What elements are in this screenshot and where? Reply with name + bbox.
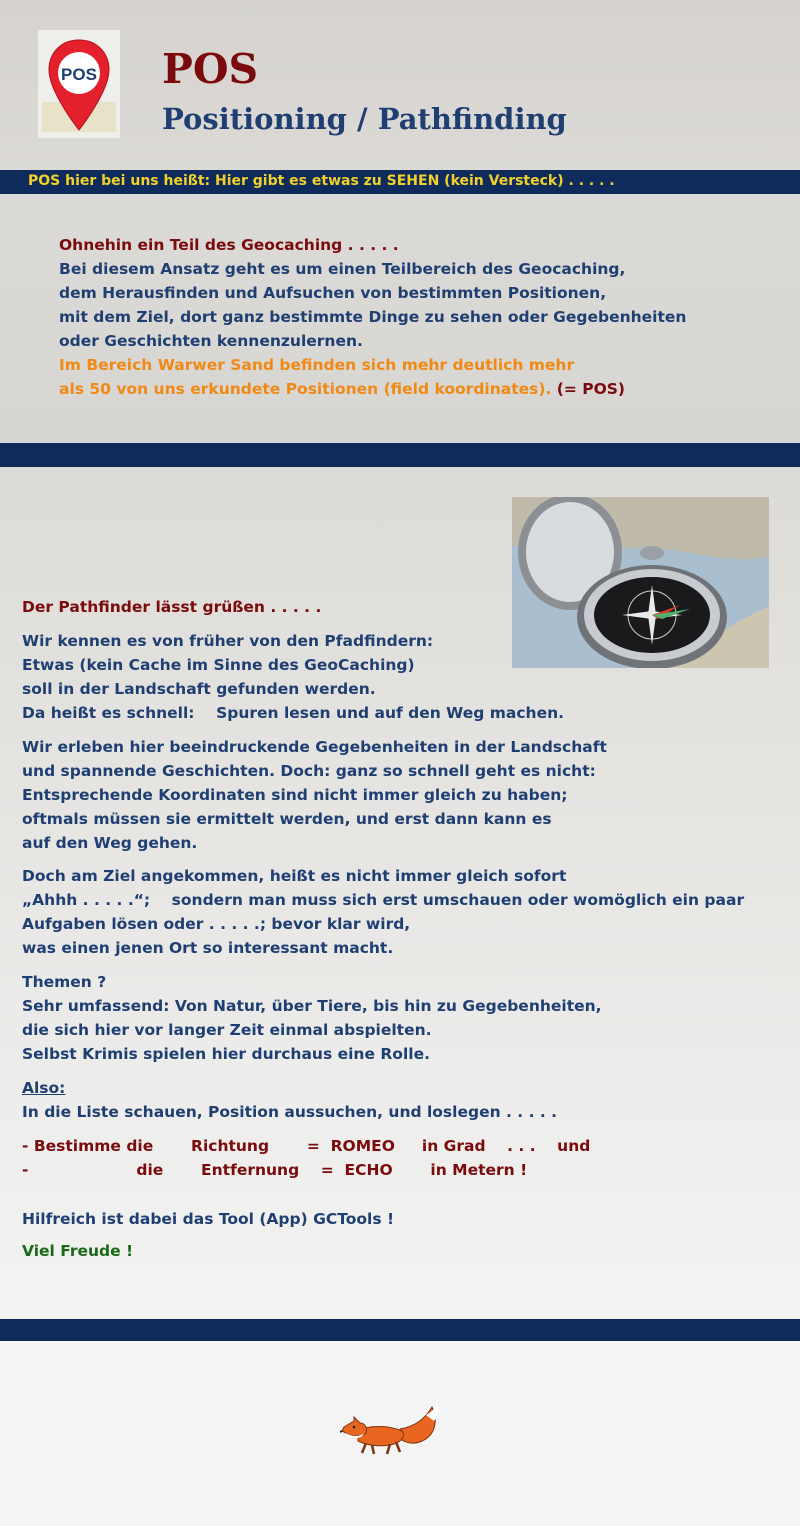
footer-band xyxy=(0,1319,800,1341)
intro-heading: Ohnehin ein Teil des Geocaching . . . . . xyxy=(59,236,399,254)
paragraph-line: und spannende Geschichten. Doch: ganz so schnell geht es nicht: xyxy=(22,762,596,780)
intro-section xyxy=(0,194,800,443)
compass-icon xyxy=(512,497,769,668)
paragraph-line: „Ahhh . . . . .“; sondern man muss sich erst umschauen oder womöglich ein paar xyxy=(22,891,745,909)
paragraph-line: Selbst Krimis spielen hier durchaus eine Rolle. xyxy=(22,1045,430,1063)
map-pin-icon xyxy=(38,30,120,138)
paragraph-line: soll in der Landschaft gefunden werden. xyxy=(22,680,376,698)
closing-text: Viel Freude ! xyxy=(22,1242,134,1260)
compass-photo xyxy=(512,497,769,668)
top-banner xyxy=(0,170,800,194)
header xyxy=(0,0,800,170)
logo-text: POS xyxy=(61,65,97,84)
paragraph-line: Da heißt es schnell: Spuren lesen und auf den Weg machen. xyxy=(22,704,565,722)
intro-highlight-line xyxy=(59,377,625,401)
tool-hint: Hilfreich ist dabei das Tool (App) GCTools ! xyxy=(22,1210,395,1228)
also-label: Also: xyxy=(22,1079,66,1097)
page-subtitle: Positioning / Pathfinding xyxy=(162,102,567,136)
intro-highlight: als 50 von uns erkundete Positionen (field koordinates). xyxy=(59,380,552,398)
footer xyxy=(0,1341,800,1526)
intro-line: dem Herausfinden und Aufsuchen von bestimmten Positionen, xyxy=(59,284,607,302)
paragraph-line: was einen jenen Ort so interessant macht. xyxy=(22,939,394,957)
paragraph-line: Entsprechende Koordinaten sind nicht immer gleich zu haben; xyxy=(22,786,568,804)
paragraph-line: oftmals müssen sie ermittelt werden, und erst dann kann es xyxy=(22,810,552,828)
main-section xyxy=(0,467,800,1319)
paragraph-line: auf den Weg gehen. xyxy=(22,834,198,852)
intro-highlight: Im Bereich Warwer Sand befinden sich mehr deutlich mehr xyxy=(59,356,575,374)
paragraph-line: die sich hier vor langer Zeit einmal abspielten. xyxy=(22,1021,432,1039)
rule-direction: - Bestimme die Richtung = ROMEO in Grad . . . und xyxy=(22,1137,591,1155)
paragraph-line: Doch am Ziel angekommen, heißt es nicht immer gleich sofort xyxy=(22,867,567,885)
pos-tag: (= POS) xyxy=(556,380,626,398)
paragraph-line: Aufgaben lösen oder . . . . .; bevor klar wird, xyxy=(22,915,411,933)
divider-band xyxy=(0,443,800,467)
intro-line: mit dem Ziel, dort ganz bestimmte Dinge zu sehen oder Gegebenheiten xyxy=(59,308,687,326)
rule-distance: - die Entfernung = ECHO in Metern ! xyxy=(22,1161,528,1179)
paragraph-line: Sehr umfassend: Von Natur, über Tiere, bis hin zu Gegebenheiten, xyxy=(22,997,602,1015)
paragraph-line: Wir erleben hier beeindruckende Gegebenheiten in der Landschaft xyxy=(22,738,607,756)
also-line: In die Liste schauen, Position aussuchen, und loslegen . . . . . xyxy=(22,1103,558,1121)
pathfinder-heading: Der Pathfinder lässt grüßen . . . . . xyxy=(22,598,322,616)
intro-line: Bei diesem Ansatz geht es um einen Teilbereich des Geocaching, xyxy=(59,260,626,278)
paragraph-line: Wir kennen es von früher von den Pfadfindern: xyxy=(22,632,434,650)
paragraph-line: Etwas (kein Cache im Sinne des GeoCaching) xyxy=(22,656,415,674)
page-title: POS xyxy=(162,45,259,93)
intro-line: oder Geschichten kennenzulernen. xyxy=(59,332,363,350)
fox-icon xyxy=(340,1399,440,1457)
banner-text: POS hier bei uns heißt: Hier gibt es etwas zu SEHEN (kein Versteck) . . . . . xyxy=(28,173,615,189)
pos-logo xyxy=(38,30,120,138)
paragraph-line: Themen ? xyxy=(22,973,107,991)
